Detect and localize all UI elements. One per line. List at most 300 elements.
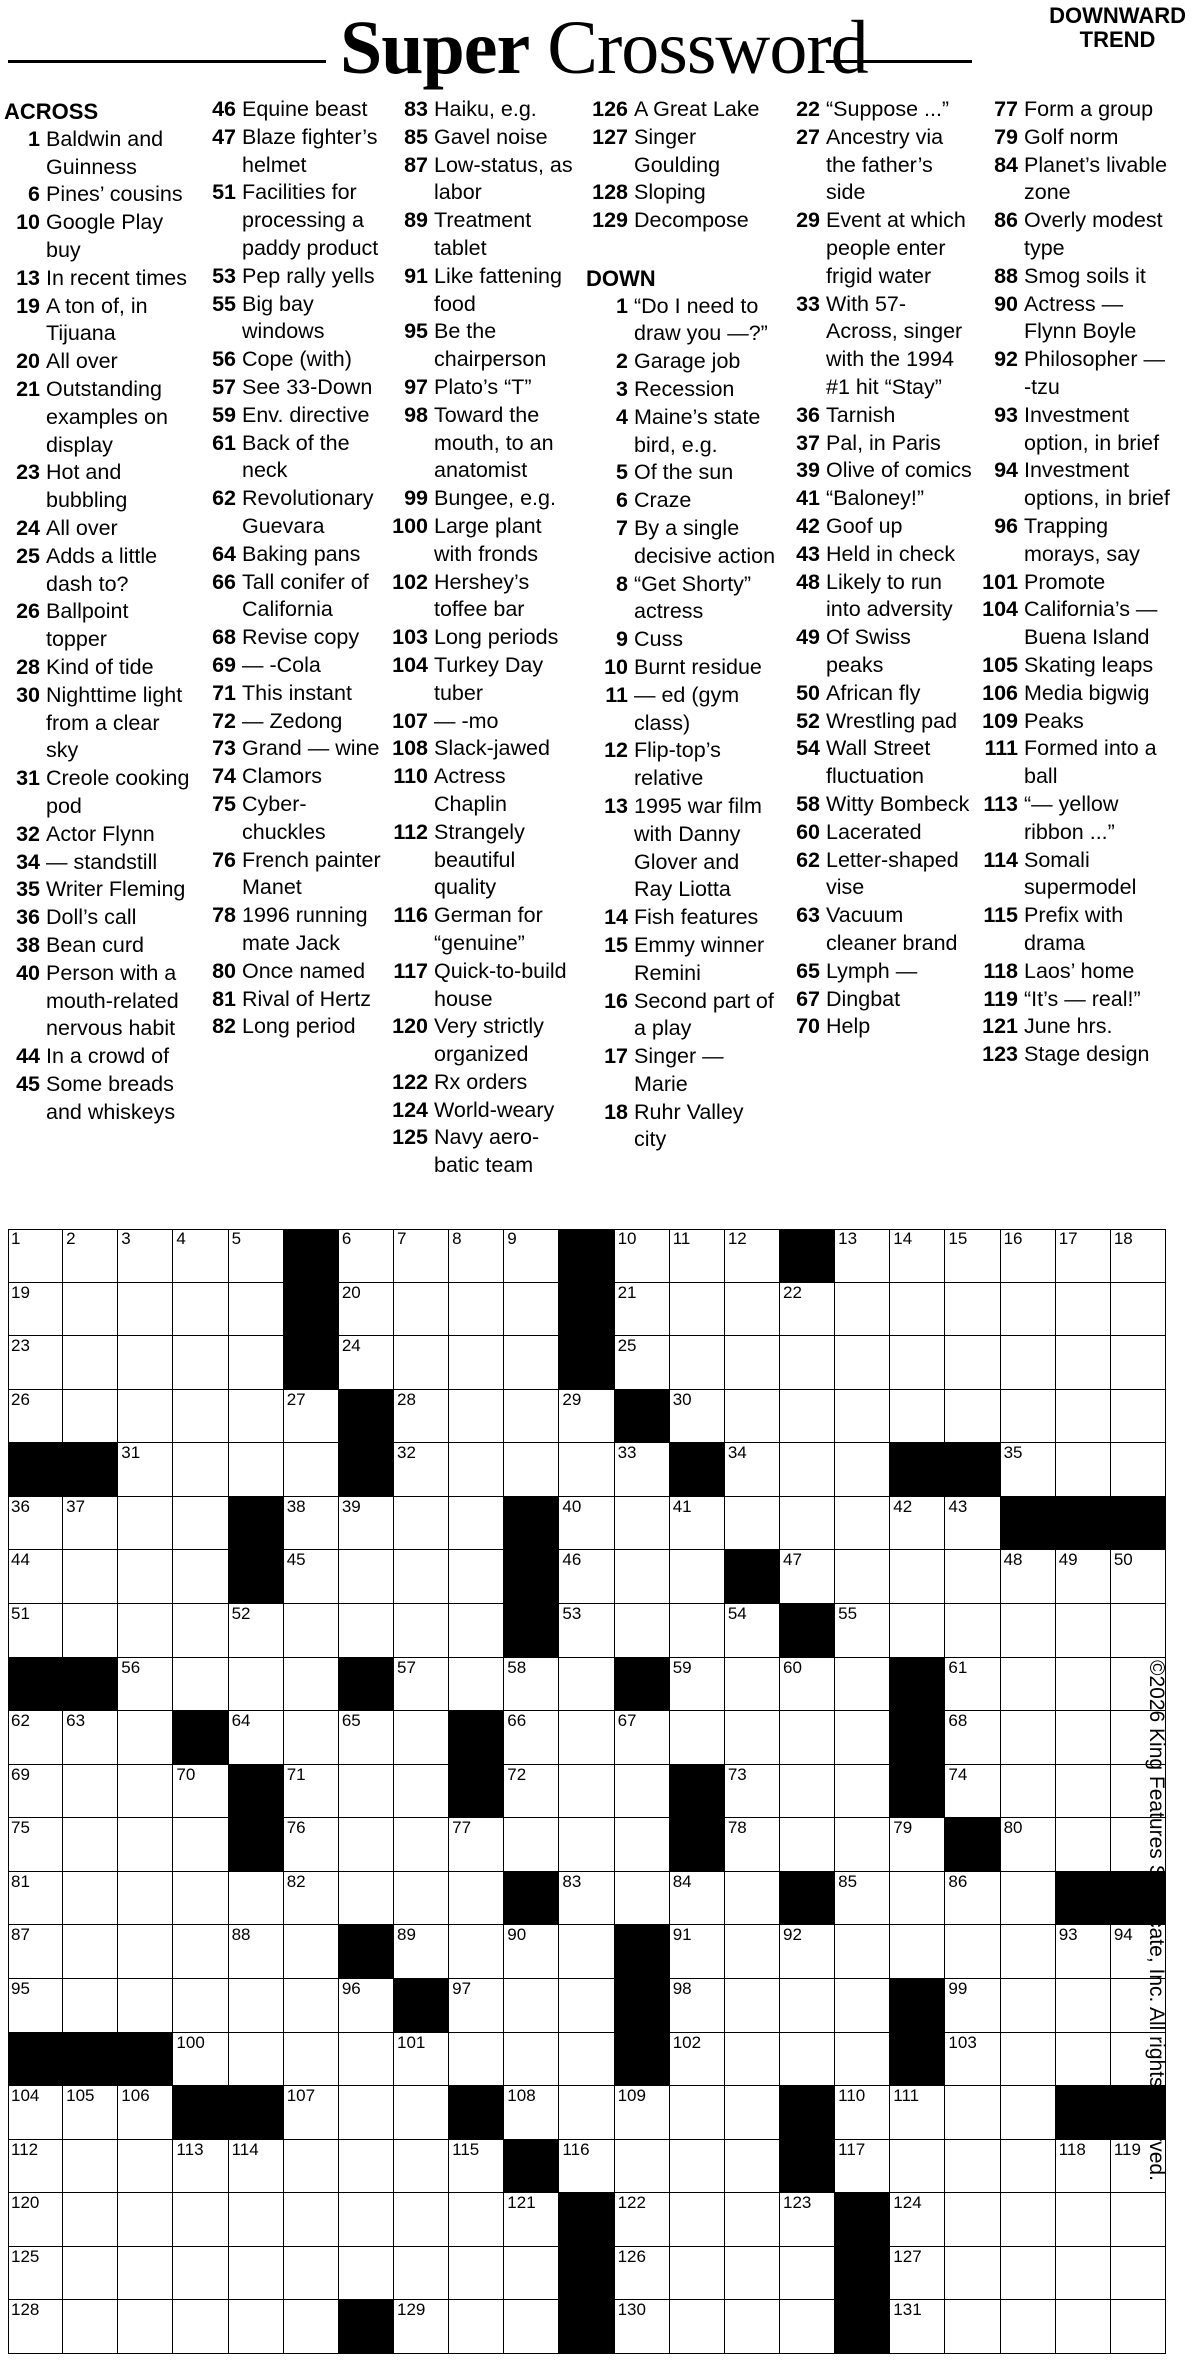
grid-cell[interactable] [118,2247,173,2301]
grid-cell[interactable] [504,2247,559,2301]
grid-cell[interactable] [835,1872,890,1926]
grid-cell[interactable] [504,1443,559,1497]
grid-cell[interactable] [339,1229,394,1283]
grid-cell[interactable] [615,1229,670,1283]
grid-cell[interactable] [835,1283,890,1337]
grid-cell[interactable] [394,2193,449,2247]
grid-cell[interactable] [449,1550,504,1604]
grid-cell[interactable] [504,2033,559,2087]
grid-cell[interactable] [1001,1765,1056,1819]
grid-cell[interactable] [284,2247,339,2301]
grid-cell[interactable] [890,2140,945,2194]
grid-cell[interactable] [118,1550,173,1604]
grid-cell[interactable] [173,1979,228,2033]
grid-cell[interactable] [670,1497,725,1551]
grid-cell[interactable] [63,1336,118,1390]
grid-cell[interactable] [780,1711,835,1765]
grid-cell[interactable] [1111,1283,1166,1337]
grid-cell[interactable] [284,1443,339,1497]
grid-cell[interactable] [229,2140,284,2194]
grid-cell[interactable] [229,1658,284,1712]
grid-cell[interactable] [1111,1604,1166,1658]
grid-cell[interactable] [63,2140,118,2194]
grid-cell[interactable] [725,1818,780,1872]
grid-cell[interactable] [1056,1550,1111,1604]
grid-cell[interactable] [449,1818,504,1872]
grid-cell[interactable] [504,2086,559,2140]
grid-cell[interactable] [835,1604,890,1658]
grid-cell[interactable] [449,1283,504,1337]
grid-cell[interactable] [118,1765,173,1819]
grid-cell[interactable] [8,2086,63,2140]
grid-cell[interactable] [173,2300,228,2354]
grid-cell[interactable] [284,2086,339,2140]
grid-cell[interactable] [670,1283,725,1337]
grid-cell[interactable] [1111,1390,1166,1444]
grid-cell[interactable] [670,2140,725,2194]
grid-cell[interactable] [394,1443,449,1497]
grid-cell[interactable] [449,1443,504,1497]
grid-cell[interactable] [559,1818,614,1872]
grid-cell[interactable] [559,1443,614,1497]
grid-cell[interactable] [559,1711,614,1765]
grid-cell[interactable] [394,1711,449,1765]
grid-cell[interactable] [118,1872,173,1926]
grid-cell[interactable] [284,1497,339,1551]
grid-cell[interactable] [615,1818,670,1872]
grid-cell[interactable] [284,1390,339,1444]
grid-cell[interactable] [945,2300,1000,2354]
grid-cell[interactable] [339,1604,394,1658]
grid-cell[interactable] [725,2300,780,2354]
grid-cell[interactable] [725,1658,780,1712]
grid-cell[interactable] [339,2140,394,2194]
grid-cell[interactable] [780,1550,835,1604]
grid-cell[interactable] [118,1658,173,1712]
grid-cell[interactable] [394,2140,449,2194]
grid-cell[interactable] [8,1390,63,1444]
grid-cell[interactable] [449,1925,504,1979]
grid-cell[interactable] [945,1711,1000,1765]
grid-cell[interactable] [1056,1336,1111,1390]
grid-cell[interactable] [835,1390,890,1444]
grid-cell[interactable] [780,1925,835,1979]
grid-cell[interactable] [835,1979,890,2033]
grid-cell[interactable] [173,1925,228,1979]
grid-cell[interactable] [394,1872,449,1926]
grid-cell[interactable] [229,1283,284,1337]
grid-cell[interactable] [615,2193,670,2247]
grid-cell[interactable] [8,2140,63,2194]
grid-cell[interactable] [1111,2193,1166,2247]
grid-cell[interactable] [1056,1925,1111,1979]
grid-cell[interactable] [780,2300,835,2354]
grid-cell[interactable] [890,1925,945,1979]
grid-cell[interactable] [670,1979,725,2033]
grid-cell[interactable] [229,1390,284,1444]
grid-cell[interactable] [63,1283,118,1337]
grid-cell[interactable] [1056,1283,1111,1337]
grid-cell[interactable] [1056,1229,1111,1283]
grid-cell[interactable] [1001,2086,1056,2140]
grid-cell[interactable] [8,2193,63,2247]
grid-cell[interactable] [559,1550,614,1604]
grid-cell[interactable] [173,1336,228,1390]
grid-cell[interactable] [945,1765,1000,1819]
grid-cell[interactable] [835,1765,890,1819]
grid-cell[interactable] [394,1229,449,1283]
grid-cell[interactable] [284,1925,339,1979]
grid-cell[interactable] [780,1979,835,2033]
grid-cell[interactable] [173,2140,228,2194]
grid-cell[interactable] [1056,1979,1111,2033]
grid-cell[interactable] [670,2247,725,2301]
grid-cell[interactable] [1111,1550,1166,1604]
grid-cell[interactable] [559,2140,614,2194]
grid-cell[interactable] [284,1550,339,1604]
grid-cell[interactable] [63,1925,118,1979]
grid-cell[interactable] [890,1497,945,1551]
grid-cell[interactable] [615,1283,670,1337]
grid-cell[interactable] [945,2086,1000,2140]
grid-cell[interactable] [780,1818,835,1872]
grid-cell[interactable] [1056,1443,1111,1497]
grid-cell[interactable] [835,1229,890,1283]
grid-cell[interactable] [1001,2033,1056,2087]
grid-cell[interactable] [229,1711,284,1765]
grid-cell[interactable] [449,1229,504,1283]
grid-cell[interactable] [615,1711,670,1765]
grid-cell[interactable] [670,1872,725,1926]
grid-cell[interactable] [449,2300,504,2354]
grid-cell[interactable] [1111,1443,1166,1497]
grid-cell[interactable] [229,1443,284,1497]
grid-cell[interactable] [229,1872,284,1926]
grid-cell[interactable] [394,2033,449,2087]
grid-cell[interactable] [780,2247,835,2301]
grid-cell[interactable] [615,1497,670,1551]
grid-cell[interactable] [394,2086,449,2140]
grid-cell[interactable] [670,1229,725,1283]
grid-cell[interactable] [118,2140,173,2194]
grid-cell[interactable] [449,1336,504,1390]
grid-cell[interactable] [780,2193,835,2247]
grid-cell[interactable] [725,1229,780,1283]
grid-cell[interactable] [945,1925,1000,1979]
grid-cell[interactable] [339,2033,394,2087]
grid-cell[interactable] [63,1497,118,1551]
grid-cell[interactable] [229,1925,284,1979]
grid-cell[interactable] [394,2247,449,2301]
grid-cell[interactable] [118,1443,173,1497]
grid-cell[interactable] [615,1765,670,1819]
grid-cell[interactable] [449,1658,504,1712]
grid-cell[interactable] [229,1979,284,2033]
grid-cell[interactable] [1001,1229,1056,1283]
grid-cell[interactable] [1056,1818,1111,1872]
grid-cell[interactable] [559,1925,614,1979]
grid-cell[interactable] [835,1711,890,1765]
grid-cell[interactable] [780,1390,835,1444]
grid-cell[interactable] [504,1658,559,1712]
grid-cell[interactable] [118,2193,173,2247]
grid-cell[interactable] [1111,2247,1166,2301]
grid-cell[interactable] [945,2247,1000,2301]
grid-cell[interactable] [835,2033,890,2087]
grid-cell[interactable] [1056,1711,1111,1765]
grid-cell[interactable] [173,1872,228,1926]
grid-cell[interactable] [339,1550,394,1604]
grid-cell[interactable] [504,1283,559,1337]
grid-cell[interactable] [339,2086,394,2140]
grid-cell[interactable] [725,1283,780,1337]
grid-cell[interactable] [670,1925,725,1979]
grid-cell[interactable] [63,2247,118,2301]
grid-cell[interactable] [835,1925,890,1979]
grid-cell[interactable] [449,1872,504,1926]
grid-cell[interactable] [945,2033,1000,2087]
grid-cell[interactable] [394,1336,449,1390]
grid-cell[interactable] [118,2086,173,2140]
grid-cell[interactable] [63,1979,118,2033]
grid-cell[interactable] [284,2300,339,2354]
grid-cell[interactable] [559,1497,614,1551]
grid-cell[interactable] [118,2300,173,2354]
grid-cell[interactable] [118,1711,173,1765]
grid-cell[interactable] [945,1229,1000,1283]
grid-cell[interactable] [504,1711,559,1765]
grid-cell[interactable] [63,2300,118,2354]
grid-cell[interactable] [725,1443,780,1497]
grid-cell[interactable] [890,1229,945,1283]
grid-cell[interactable] [8,1818,63,1872]
grid-cell[interactable] [449,2193,504,2247]
grid-cell[interactable] [284,1979,339,2033]
grid-cell[interactable] [229,2300,284,2354]
grid-cell[interactable] [559,2033,614,2087]
grid-cell[interactable] [284,1711,339,1765]
grid-cell[interactable] [229,2033,284,2087]
grid-cell[interactable] [63,1604,118,1658]
grid-cell[interactable] [670,1658,725,1712]
grid-cell[interactable] [8,1711,63,1765]
grid-cell[interactable] [339,1711,394,1765]
grid-cell[interactable] [339,1497,394,1551]
grid-cell[interactable] [394,1925,449,1979]
grid-cell[interactable] [670,1390,725,1444]
grid-cell[interactable] [615,2140,670,2194]
grid-cell[interactable] [559,1658,614,1712]
grid-cell[interactable] [449,1497,504,1551]
grid-cell[interactable] [615,2086,670,2140]
grid-cell[interactable] [945,1390,1000,1444]
grid-cell[interactable] [615,1550,670,1604]
grid-cell[interactable] [725,2140,780,2194]
grid-cell[interactable] [1001,1283,1056,1337]
grid-cell[interactable] [8,1497,63,1551]
grid-cell[interactable] [1056,1604,1111,1658]
grid-cell[interactable] [118,1497,173,1551]
grid-cell[interactable] [63,1711,118,1765]
grid-cell[interactable] [780,1658,835,1712]
grid-cell[interactable] [1001,1604,1056,1658]
grid-cell[interactable] [394,1497,449,1551]
grid-cell[interactable] [835,2140,890,2194]
grid-cell[interactable] [945,1604,1000,1658]
grid-cell[interactable] [63,1872,118,1926]
grid-cell[interactable] [890,1604,945,1658]
grid-cell[interactable] [394,1658,449,1712]
grid-cell[interactable] [890,1550,945,1604]
grid-cell[interactable] [1111,1229,1166,1283]
grid-cell[interactable] [1001,1979,1056,2033]
grid-cell[interactable] [1001,1818,1056,1872]
grid-cell[interactable] [394,1550,449,1604]
grid-cell[interactable] [890,1872,945,1926]
grid-cell[interactable] [394,1390,449,1444]
grid-cell[interactable] [559,1979,614,2033]
grid-cell[interactable] [118,1229,173,1283]
grid-cell[interactable] [118,1604,173,1658]
grid-cell[interactable] [1001,2140,1056,2194]
grid-cell[interactable] [504,1229,559,1283]
grid-cell[interactable] [559,1604,614,1658]
grid-cell[interactable] [890,2247,945,2301]
grid-cell[interactable] [559,1872,614,1926]
grid-cell[interactable] [339,2247,394,2301]
grid-cell[interactable] [173,1283,228,1337]
grid-cell[interactable] [394,1765,449,1819]
grid-cell[interactable] [339,1818,394,1872]
grid-cell[interactable] [1056,2247,1111,2301]
grid-cell[interactable] [229,1229,284,1283]
grid-cell[interactable] [725,2033,780,2087]
grid-cell[interactable] [284,1872,339,1926]
crossword-grid[interactable] [8,1229,1166,2354]
grid-cell[interactable] [835,1336,890,1390]
grid-cell[interactable] [945,1658,1000,1712]
grid-cell[interactable] [615,1604,670,1658]
grid-cell[interactable] [725,1925,780,1979]
grid-cell[interactable] [725,2247,780,2301]
grid-cell[interactable] [780,1443,835,1497]
grid-cell[interactable] [1001,1390,1056,1444]
grid-cell[interactable] [945,1872,1000,1926]
grid-cell[interactable] [725,2086,780,2140]
grid-cell[interactable] [1001,1336,1056,1390]
grid-cell[interactable] [945,2193,1000,2247]
grid-cell[interactable] [780,1336,835,1390]
grid-cell[interactable] [339,1979,394,2033]
grid-cell[interactable] [8,1925,63,1979]
grid-cell[interactable] [63,1550,118,1604]
grid-cell[interactable] [449,2033,504,2087]
grid-cell[interactable] [118,1818,173,1872]
grid-cell[interactable] [173,1229,228,1283]
grid-cell[interactable] [559,1390,614,1444]
grid-cell[interactable] [615,2300,670,2354]
grid-cell[interactable] [725,1872,780,1926]
grid-cell[interactable] [670,2033,725,2087]
grid-cell[interactable] [780,2033,835,2087]
grid-cell[interactable] [615,1336,670,1390]
grid-cell[interactable] [339,1765,394,1819]
grid-cell[interactable] [890,2193,945,2247]
grid-cell[interactable] [725,1604,780,1658]
grid-cell[interactable] [1056,2193,1111,2247]
grid-cell[interactable] [118,1979,173,2033]
grid-cell[interactable] [173,2193,228,2247]
grid-cell[interactable] [835,1443,890,1497]
grid-cell[interactable] [8,1979,63,2033]
grid-cell[interactable] [449,2247,504,2301]
grid-cell[interactable] [173,1390,228,1444]
grid-cell[interactable] [1001,2247,1056,2301]
grid-cell[interactable] [504,1390,559,1444]
grid-cell[interactable] [725,1765,780,1819]
grid-cell[interactable] [229,2247,284,2301]
grid-cell[interactable] [229,1336,284,1390]
grid-cell[interactable] [670,1711,725,1765]
grid-cell[interactable] [835,1497,890,1551]
grid-cell[interactable] [1056,2140,1111,2194]
grid-cell[interactable] [504,1336,559,1390]
grid-cell[interactable] [118,1283,173,1337]
grid-cell[interactable] [670,2300,725,2354]
grid-cell[interactable] [118,1390,173,1444]
grid-cell[interactable] [173,1765,228,1819]
grid-cell[interactable] [339,1872,394,1926]
grid-cell[interactable] [118,1925,173,1979]
grid-cell[interactable] [1001,1872,1056,1926]
grid-cell[interactable] [835,1550,890,1604]
grid-cell[interactable] [890,1283,945,1337]
grid-cell[interactable] [890,1390,945,1444]
grid-cell[interactable] [63,1390,118,1444]
grid-cell[interactable] [890,1818,945,1872]
grid-cell[interactable] [173,1818,228,1872]
grid-cell[interactable] [725,1711,780,1765]
grid-cell[interactable] [725,1336,780,1390]
grid-cell[interactable] [835,2086,890,2140]
grid-cell[interactable] [670,1336,725,1390]
grid-cell[interactable] [945,1979,1000,2033]
grid-cell[interactable] [945,1336,1000,1390]
grid-cell[interactable] [945,2140,1000,2194]
grid-cell[interactable] [1001,1658,1056,1712]
grid-cell[interactable] [339,2193,394,2247]
grid-cell[interactable] [449,1604,504,1658]
grid-cell[interactable] [284,2033,339,2087]
grid-cell[interactable] [890,2086,945,2140]
grid-cell[interactable] [449,1979,504,2033]
grid-cell[interactable] [284,1604,339,1658]
grid-cell[interactable] [1111,1336,1166,1390]
grid-cell[interactable] [284,2140,339,2194]
grid-cell[interactable] [229,2193,284,2247]
grid-cell[interactable] [339,1283,394,1337]
grid-cell[interactable] [1056,1390,1111,1444]
grid-cell[interactable] [1056,1658,1111,1712]
grid-cell[interactable] [615,2247,670,2301]
grid-cell[interactable] [63,2193,118,2247]
grid-cell[interactable] [63,2086,118,2140]
grid-cell[interactable] [63,1765,118,1819]
grid-cell[interactable] [780,1283,835,1337]
grid-cell[interactable] [725,1497,780,1551]
grid-cell[interactable] [670,2193,725,2247]
grid-cell[interactable] [559,2086,614,2140]
